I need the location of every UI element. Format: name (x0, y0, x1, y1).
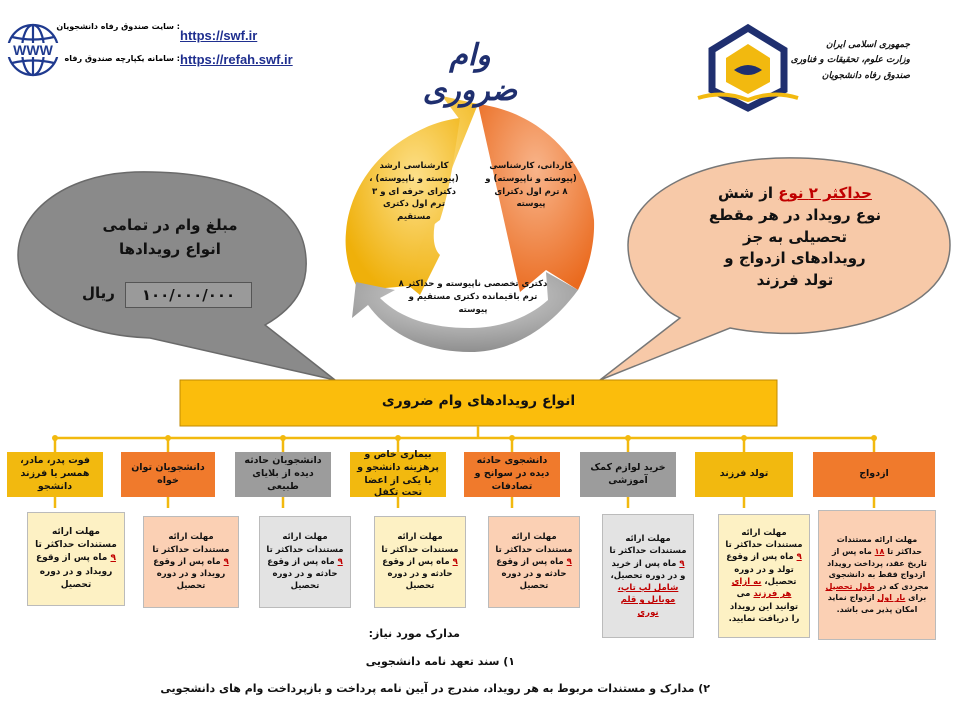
category-death: فوت پدر، مادر، همسر یا فرزند دانشجو (7, 452, 103, 497)
amount-line2: انواع رویدادها (119, 240, 221, 258)
amount-bubble-shape (18, 172, 335, 380)
detail-death: مهلت ارائه مستندات حداکثر تا ۹ ماه پس از وقوع رویداد و در دوره تحصیل (27, 512, 125, 606)
cycle-text-right: کاردانی، کارشناسی (پیوسته و ناپیوسته) و ۸ ترم اول دکترای پیوسته (485, 161, 577, 210)
swf-logo-icon (698, 28, 798, 108)
cycle-text-left: کارشناسی ارشد (پیوسته و ناپیوسته) ، دکترای حرفه ای و ۳ ترم اول دکتری مستقیم (369, 161, 459, 222)
category-illness: بیماری خاص و پرهزینه دانشجو و یا یکی از اعضا تحت تکفل (350, 452, 446, 497)
link-label-refah: : سامانه یکپارچه صندوق رفاه (64, 54, 180, 63)
detail-disabled: مهلت ارائه مستندات حداکثر تا ۹ ماه پس از وقوع رویداد و در دوره تحصیل (143, 516, 239, 608)
category-marriage: ازدواج (813, 452, 935, 497)
detail-disaster: مهلت ارائه مستندات حداکثر تا ۹ ماه پس از وقوع حادثه و در دوره تحصیل (259, 516, 351, 608)
rule-line4: رویدادهای ازدواج و (724, 249, 866, 268)
org-block (790, 38, 910, 84)
detail-birth: مهلت ارائه مستندات حداکثر تا ۹ ماه پس از وقوع تولد و در دوره تحصیل، به ازای هر فرزند می توانید این رویداد را دریافت نمایید. (718, 514, 810, 638)
rule-rest: از شش (718, 184, 774, 202)
svg-text:WWW: WWW (13, 42, 53, 58)
category-birth: تولد فرزند (695, 452, 793, 497)
category-accident: دانشجوی حادثه دیده در سوانح و تصادفات (464, 452, 560, 497)
detail-equipment: مهلت ارائه مستندات حداکثر تا ۹ ماه پس از خرید و در دوره تحصیل، شامل لپ تاپ، موبایل و قلم نوری (602, 514, 694, 638)
amount-bubble (60, 213, 280, 261)
amount-line1: مبلغ وام در تمامی (102, 216, 238, 234)
link-refah[interactable]: https://refah.swf.ir (180, 52, 293, 67)
link-swf[interactable]: https://swf.ir (180, 28, 258, 43)
rule-highlight: حداکثر ۲ نوع (778, 184, 872, 202)
rule-line3: تحصیلی به جز (743, 227, 847, 246)
www-globe-icon (5, 25, 61, 75)
rule-line2: نوع رویداد در هر مقطع (708, 205, 882, 224)
amount-unit: ریال (82, 284, 115, 302)
documents-item1: ۱) سند تعهد نامه دانشجویی (365, 655, 515, 668)
link-label-swf: : سایت صندوق رفاه دانشجویان (56, 22, 180, 31)
org-line-country: جمهوری اسلامی ایران (825, 40, 910, 50)
org-line-ministry: وزارت علوم، تحقیقات و فناوری (790, 55, 910, 66)
detail-accident: مهلت ارائه مستندات حداکثر تا ۹ ماه پس از وقوع حادثه و در دوره تحصیل (488, 516, 580, 608)
org-line-fund: صندوق رفاه دانشجویان (821, 70, 910, 81)
detail-marriage: مهلت ارائه مستندات حداکثر تا ۱۸ ماه پس از تاریخ عقد، پرداخت رویداد ازدواج فقط به دانشجوی مجردی که در طول تحصیل برای بار اول ازدواج نماید امکان پذیر می باشد. (818, 510, 936, 640)
category-equipment: خرید لوازم کمک آموزشی (580, 452, 676, 497)
documents-item2: ۲) مدارک و مستندات مربوط به هر رویداد، مندرج در آیین نامه پرداخت و بازپرداخت وام های دانشجویی (160, 682, 710, 695)
rule-bubble (680, 183, 910, 292)
documents-title: مدارک مورد نیاز: (368, 627, 460, 640)
category-disaster: دانشجویان حادثه دیده از بلایای طبیعی (235, 452, 331, 497)
page-title: وام ضروری (422, 38, 518, 108)
main-box-title: انواع رویدادهای وام ضروری (381, 393, 576, 409)
amount-value: ۱۰۰/۰۰۰/۰۰۰ (125, 282, 252, 308)
category-disabled: دانشجویان توان خواه (121, 452, 215, 497)
detail-illness: مهلت ارائه مستندات حداکثر تا ۹ ماه پس از وقوع حادثه و در دوره تحصیل (374, 516, 466, 608)
rule-line5: تولد فرزند (756, 271, 834, 289)
cycle-text-bottom: دکتری تخصصی ناپیوسته و حداکثر ۸ ترم باقیمانده دکتری مستقیم و پیوسته (398, 279, 548, 315)
